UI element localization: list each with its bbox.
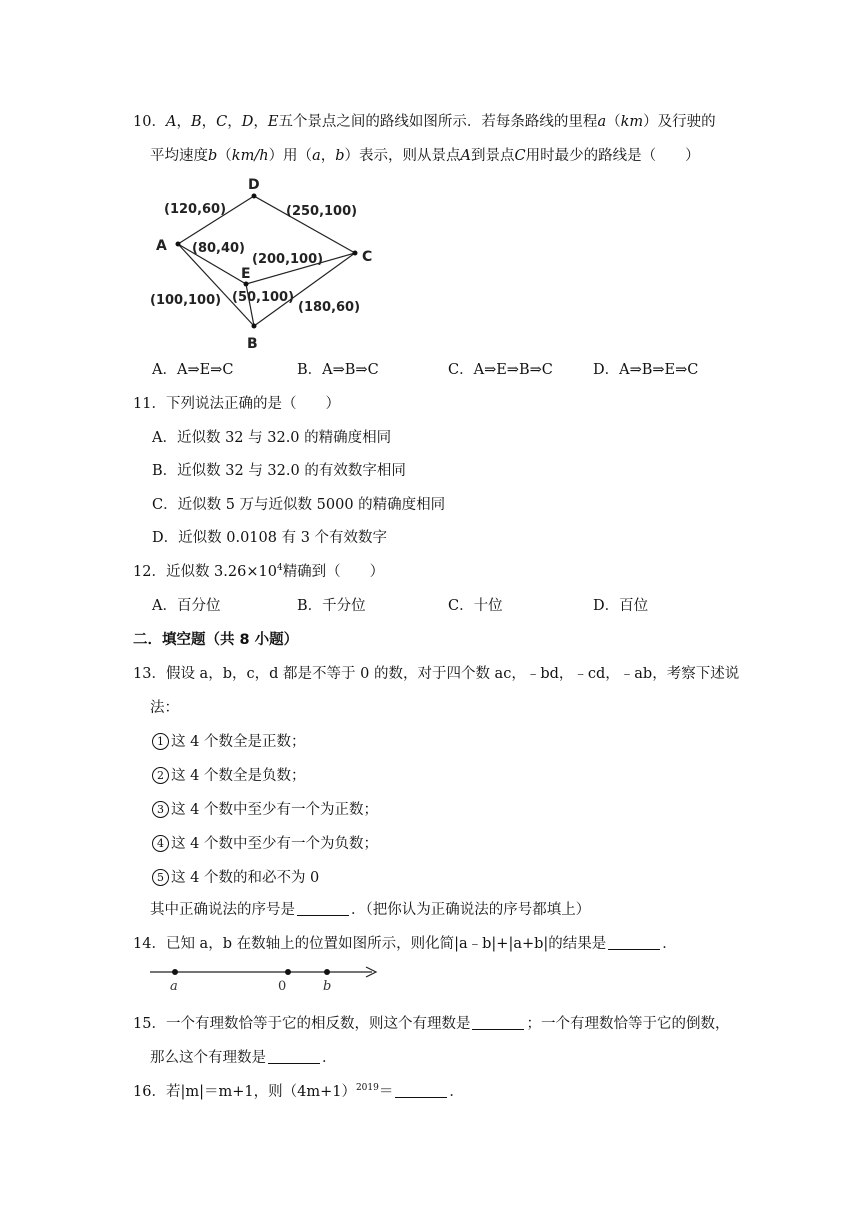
item-text: 这 4 个数的和必不为 0 — [171, 870, 320, 886]
node-a — [176, 242, 181, 247]
exponent: 2019 — [355, 1083, 379, 1093]
sep: ， — [176, 114, 191, 130]
text: 其中正确说法的序号是 — [150, 902, 295, 918]
q12-option-a[interactable]: A．百分位 — [152, 598, 221, 614]
q12-option-c[interactable]: C．十位 — [448, 598, 503, 614]
label-c: C — [362, 249, 373, 265]
edge-label-dc: (250,100) — [286, 204, 358, 219]
node-c — [353, 251, 358, 256]
item-text: 这 4 个数中至少有一个为正数； — [171, 802, 378, 818]
circled-number: 2 — [152, 767, 169, 784]
answer-blank[interactable] — [297, 901, 349, 916]
node-b — [252, 324, 257, 329]
q13-item — [152, 800, 378, 820]
var: C — [216, 114, 228, 130]
q10-option-c[interactable]: C．A⇒E⇒B⇒C — [448, 362, 553, 378]
text: ）表示，则从景点 — [344, 148, 461, 164]
text: （ — [217, 148, 232, 164]
answer-blank[interactable] — [268, 1049, 320, 1064]
q13-answer-line — [150, 900, 590, 920]
q11-option-d[interactable]: D．近似数 0.0108 有 3 个有效数字 — [152, 530, 388, 546]
text: ＝ — [378, 1084, 394, 1100]
q10-option-a[interactable]: A．A⇒E⇒C — [152, 362, 234, 378]
axis-label-zero: 0 — [278, 979, 287, 994]
edge-label-eb: (50,100) — [232, 290, 295, 305]
text: 精确到（ ） — [282, 564, 385, 580]
q13-item — [152, 834, 378, 854]
text: ． — [449, 1084, 464, 1100]
sep: ， — [320, 148, 336, 164]
route-graph-figure — [148, 174, 378, 352]
text: （ — [606, 114, 621, 130]
unit: km — [620, 114, 644, 130]
text: ）及行驶的 — [643, 114, 716, 130]
q13-item — [152, 766, 305, 786]
answer-blank[interactable] — [472, 1015, 524, 1030]
q10-line1 — [133, 112, 716, 132]
var: B — [190, 114, 202, 130]
var: A — [165, 114, 177, 130]
point-b — [324, 969, 330, 975]
edge-label-ad: (120,60) — [164, 202, 227, 217]
text: 平均速度 — [150, 148, 208, 164]
item-text: 这 4 个数全是负数； — [171, 768, 306, 784]
unit: km/h — [231, 148, 269, 164]
q10-line2 — [150, 146, 700, 166]
q13-item — [152, 868, 319, 888]
text: ；一个有理数恰等于它的倒数， — [526, 1016, 730, 1032]
sep: ， — [227, 114, 242, 130]
text: 到景点 — [471, 148, 515, 164]
edge-label-ab: (100,100) — [150, 293, 222, 308]
edge-ab — [178, 244, 254, 326]
answer-blank[interactable] — [608, 935, 660, 950]
point-a — [172, 969, 178, 975]
label-e: E — [241, 266, 251, 282]
circled-number: 3 — [152, 801, 169, 818]
sep: ， — [201, 114, 217, 130]
question-number: 10． — [133, 114, 166, 130]
label-d: D — [248, 177, 260, 193]
section-heading: 二．填空题（共 8 小题） — [133, 632, 299, 648]
q10-option-d[interactable]: D．A⇒B⇒E⇒C — [593, 362, 699, 378]
label-a: A — [156, 238, 167, 254]
q11-stem: 11．下列说法正确的是（ ） — [133, 396, 340, 412]
point-zero — [285, 969, 291, 975]
text: ． — [662, 936, 677, 952]
label-b: B — [247, 336, 258, 352]
text: 那么这个有理数是 — [150, 1050, 266, 1066]
exponent: 4 — [276, 563, 283, 573]
node-e — [244, 282, 249, 287]
text: 14．已知 a，b 在数轴上的位置如图所示，则化简|a﹣b|+|a+b|的结果是 — [133, 936, 607, 952]
axis-label-b: b — [323, 979, 332, 994]
edge-label-ec: (200,100) — [252, 252, 324, 267]
q11-option-c[interactable]: C．近似数 5 万与近似数 5000 的精确度相同 — [152, 497, 446, 513]
q15-line1 — [133, 1014, 729, 1034]
var: a — [597, 114, 607, 130]
var: b — [208, 148, 218, 164]
edge-label-ae: (80,40) — [192, 241, 246, 256]
q13-line2: 法： — [150, 700, 179, 716]
q12-stem — [133, 562, 384, 582]
var: a — [312, 148, 321, 164]
q10-option-b[interactable]: B．A⇒B⇒C — [297, 362, 379, 378]
q14-stem — [133, 934, 677, 954]
answer-blank[interactable] — [395, 1083, 447, 1098]
var: C — [514, 148, 526, 164]
q16-stem — [133, 1082, 464, 1102]
q12-option-b[interactable]: B．千分位 — [297, 598, 366, 614]
text: ）用（ — [268, 148, 313, 164]
text: 用时最少的路线是（ ） — [525, 148, 700, 164]
text: 12．近似数 3.26×10 — [133, 564, 277, 580]
var: b — [335, 148, 345, 164]
text: ． — [322, 1050, 337, 1066]
text: 16．若|m|＝m+1，则（4m+1） — [133, 1084, 356, 1100]
q13-item — [152, 732, 305, 752]
var: A — [460, 148, 471, 164]
number-line-figure — [148, 962, 384, 996]
q13-line1: 13．假设 a，b，c，d 都是不等于 0 的数，对于四个数 ac，﹣bd，﹣cd，﹣ab，考察下述说 — [133, 666, 740, 682]
q11-option-a[interactable]: A．近似数 32 与 32.0 的精确度相同 — [152, 430, 392, 446]
item-text: 这 4 个数中至少有一个为负数； — [171, 836, 378, 852]
text: ．（把你认为正确说法的序号都填上） — [351, 902, 591, 918]
text: 15．一个有理数恰等于它的相反数，则这个有理数是 — [133, 1016, 471, 1032]
edge-label-bc: (180,60) — [298, 300, 361, 315]
q11-option-b[interactable]: B．近似数 32 与 32.0 的有效数字相同 — [152, 463, 406, 479]
node-d — [252, 194, 257, 199]
var: D — [241, 114, 254, 130]
q12-option-d[interactable]: D．百位 — [593, 598, 649, 614]
q15-line2 — [150, 1048, 337, 1068]
circled-number: 4 — [152, 835, 169, 852]
sep: ， — [253, 114, 268, 130]
circled-number: 5 — [152, 869, 169, 886]
axis-label-a: a — [170, 979, 178, 994]
var: E — [267, 114, 279, 130]
item-text: 这 4 个数全是正数； — [171, 734, 306, 750]
circled-number: 1 — [152, 733, 169, 750]
text: 五个景点之间的路线如图所示．若每条路线的里程 — [278, 114, 598, 130]
